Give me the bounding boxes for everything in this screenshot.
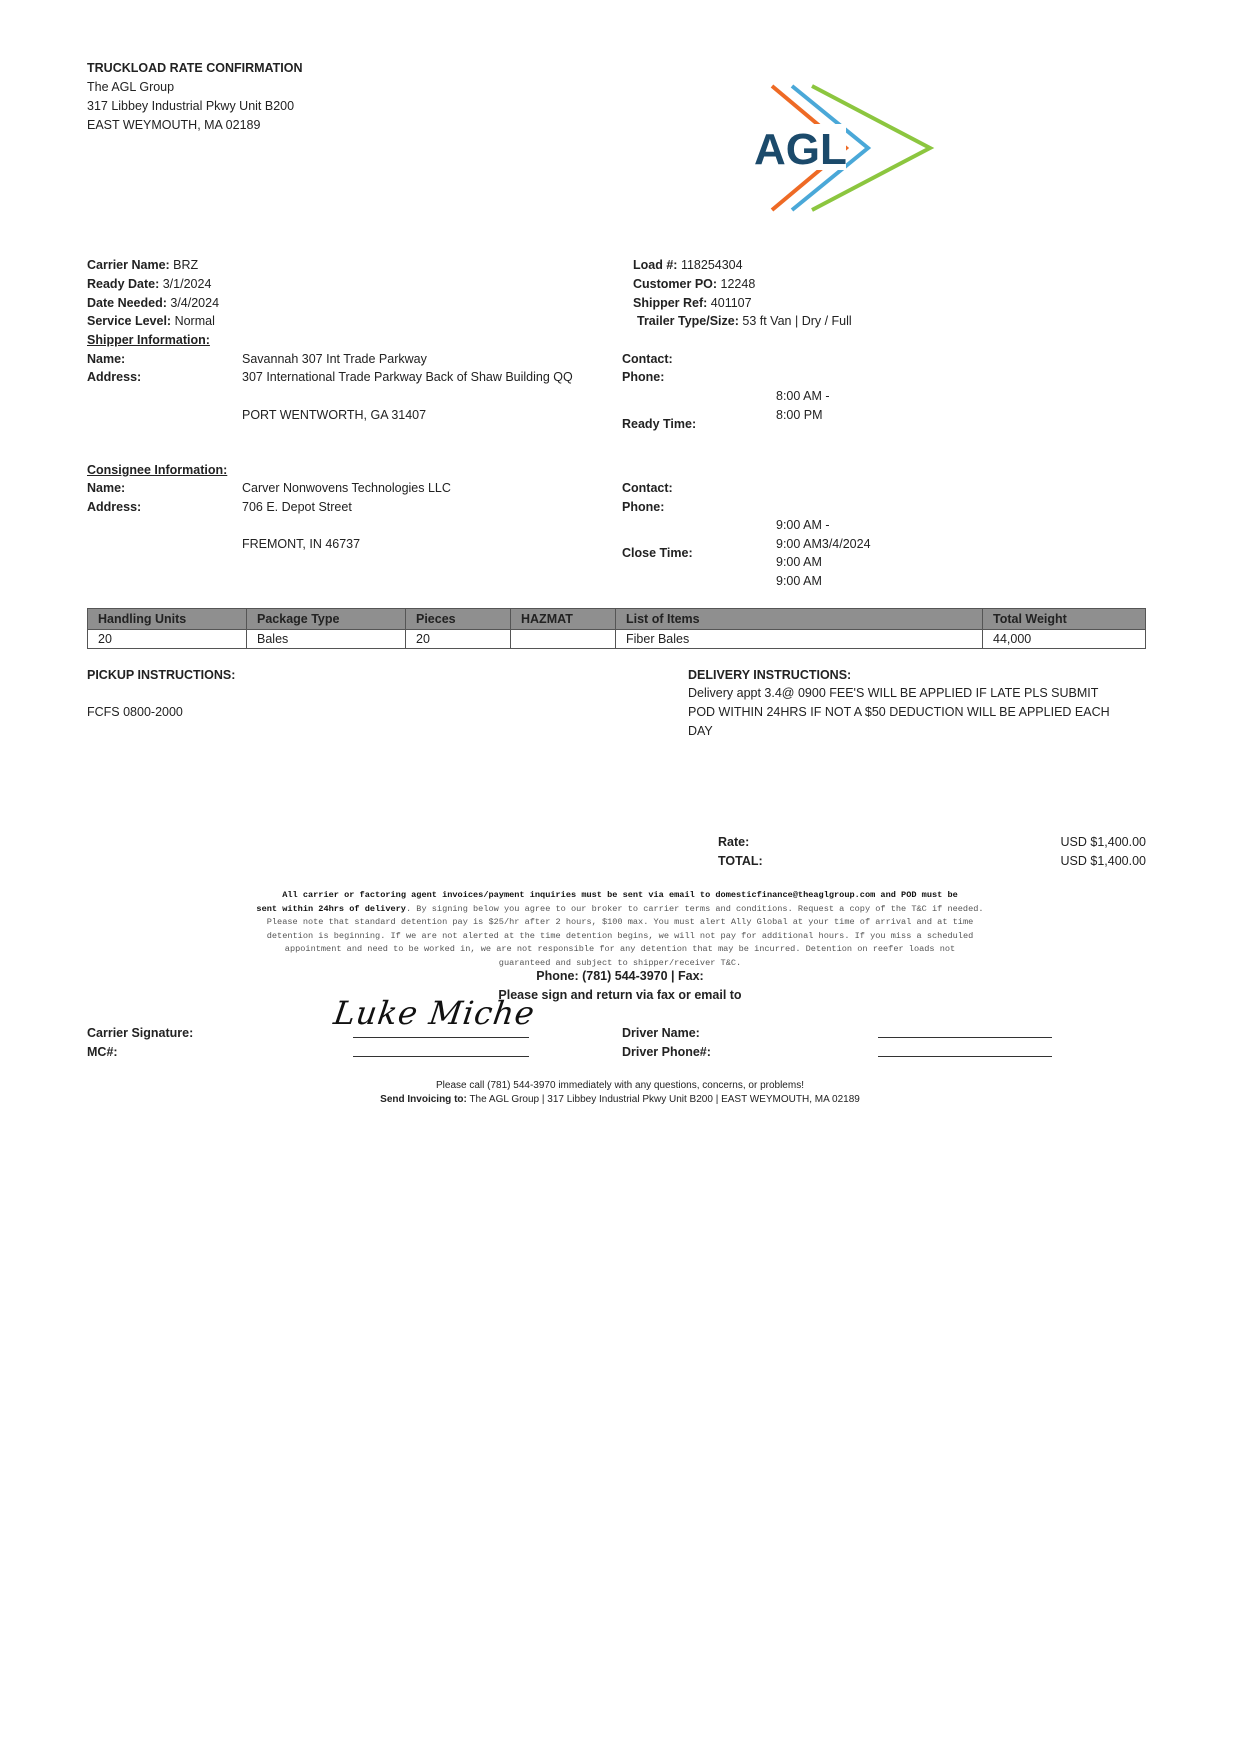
carrier-signature: Luke Miche xyxy=(331,994,538,1032)
total-label: TOTAL: xyxy=(718,854,763,868)
carrier-signature-label: Carrier Signature: xyxy=(87,1026,194,1040)
shipper-name: Savannah 307 Int Trade Parkway xyxy=(242,352,427,366)
customer-po-row: Customer PO: 12248 xyxy=(633,277,756,291)
shipper-ref-row: Shipper Ref: 401107 xyxy=(633,296,752,310)
terms-line3: Please note that standard detention pay is $25/hr after 2 hours, $100 max. You must alert Ally Global at your time of arrival and at time xyxy=(266,917,974,927)
cell-list-of-items: Fiber Bales xyxy=(616,630,983,649)
mc-label: MC#: xyxy=(87,1045,118,1059)
rate-value: USD $1,400.00 xyxy=(1060,835,1146,849)
consignee-contact-label: Contact: xyxy=(622,481,673,495)
consignee-name-label: Name: xyxy=(87,481,126,495)
document-title: TRUCKLOAD RATE CONFIRMATION xyxy=(87,61,303,75)
trailer-type-row: Trailer Type/Size: 53 ft Van | Dry / Full xyxy=(637,314,852,328)
items-table-header-row xyxy=(88,609,1146,630)
close-time-line1: 9:00 AM - xyxy=(776,518,830,532)
col-total-weight: Total Weight xyxy=(983,609,1146,630)
delivery-heading: DELIVERY INSTRUCTIONS: xyxy=(688,668,852,682)
consignee-address-line1: 706 E. Depot Street xyxy=(242,500,352,514)
footer-invoicing: Send Invoicing to: The AGL Group | 317 Libbey Industrial Pkwy Unit B200 | EAST WEYMOUTH, MA 02189 xyxy=(380,1094,860,1105)
shipper-address-line1: 307 International Trade Parkway Back of Shaw Building QQ xyxy=(242,370,573,384)
close-time-label: Close Time: xyxy=(622,546,693,560)
cell-hazmat xyxy=(511,630,616,649)
agl-logo xyxy=(750,82,940,214)
table-row xyxy=(88,630,1146,649)
delivery-text-line2: POD WITHIN 24HRS IF NOT A $50 DEDUCTION WILL BE APPLIED EACH xyxy=(688,705,1110,719)
col-pieces: Pieces xyxy=(406,609,511,630)
pickup-heading: PICKUP INSTRUCTIONS: xyxy=(87,668,236,682)
consignee-name: Carver Nonwovens Technologies LLC xyxy=(242,481,451,495)
close-time-line3: 9:00 AM xyxy=(776,555,822,569)
ready-date-row: Ready Date: 3/1/2024 xyxy=(87,277,212,291)
logo-text: AGL xyxy=(754,125,847,174)
cell-pieces: 20 xyxy=(406,630,511,649)
col-handling-units: Handling Units xyxy=(88,609,247,630)
shipper-phone-label: Phone: xyxy=(622,370,665,384)
total-value: USD $1,400.00 xyxy=(1060,854,1146,868)
service-level-row: Service Level: Normal xyxy=(87,314,215,328)
carrier-name-row: Carrier Name: BRZ xyxy=(87,258,199,272)
consignee-phone-label: Phone: xyxy=(622,500,665,514)
driver-phone-label: Driver Phone#: xyxy=(622,1045,711,1059)
date-needed-row: Date Needed: 3/4/2024 xyxy=(87,296,220,310)
company-address-line1: 317 Libbey Industrial Pkwy Unit B200 xyxy=(87,99,295,113)
signature-line[interactable] xyxy=(353,1037,529,1038)
ready-time-line1: 8:00 AM - xyxy=(776,389,830,403)
consignee-address-label: Address: xyxy=(87,500,142,514)
items-table xyxy=(87,608,1146,649)
terms-line1: All carrier or factoring agent invoices/payment inquiries must be sent via email to domesticfinance@theaglgroup.com and POD must be xyxy=(282,890,958,900)
ready-time-line2: 8:00 PM xyxy=(776,408,823,422)
driver-name-line[interactable] xyxy=(878,1037,1052,1038)
terms-line5: appointment and need to be worked in, we are not responsible for any detention that may be incurred. Detention on reefer loads not xyxy=(284,944,956,954)
company-name: The AGL Group xyxy=(87,80,175,94)
delivery-text-line3: DAY xyxy=(688,724,713,738)
driver-phone-line[interactable] xyxy=(878,1056,1052,1057)
terms-line4: detention is beginning. If we are not alerted at the time detention begins, we will not pay for additional hours. If you miss a scheduled xyxy=(266,930,974,941)
consignee-heading: Consignee Information: xyxy=(87,463,228,477)
close-time-line2: 9:00 AM3/4/2024 xyxy=(776,537,871,551)
col-list-of-items: List of Items xyxy=(616,609,983,630)
shipper-contact-label: Contact: xyxy=(622,352,673,366)
pickup-text: FCFS 0800-2000 xyxy=(87,705,183,719)
shipper-address-line2: PORT WENTWORTH, GA 31407 xyxy=(242,408,427,422)
terms-line2: sent within 24hrs of delivery. By signing below you agree to our broker to carrier terms and conditions. Request a copy of the T&C if needed. xyxy=(256,903,984,914)
load-number-row: Load #: 118254304 xyxy=(633,258,743,272)
close-time-line4: 9:00 AM xyxy=(776,574,822,588)
terms-line6: guaranteed and subject to shipper/receiver T&C. xyxy=(498,957,742,968)
mc-line[interactable] xyxy=(353,1056,529,1057)
company-address-line2: EAST WEYMOUTH, MA 02189 xyxy=(87,118,261,132)
col-hazmat: HAZMAT xyxy=(511,609,616,630)
delivery-text-line1: Delivery appt 3.4@ 0900 FEE'S WILL BE APPLIED IF LATE PLS SUBMIT xyxy=(688,686,1099,700)
shipper-address-label: Address: xyxy=(87,370,142,384)
rate-label: Rate: xyxy=(718,835,750,849)
driver-name-label: Driver Name: xyxy=(622,1026,700,1040)
phone-line: Phone: (781) 544-3970 | Fax: xyxy=(536,969,704,983)
sign-instructions: Please sign and return via fax or email to xyxy=(498,988,742,1002)
ready-time-label: Ready Time: xyxy=(622,417,697,431)
shipper-name-label: Name: xyxy=(87,352,126,366)
terms-block xyxy=(140,889,1100,970)
col-package-type: Package Type xyxy=(247,609,406,630)
shipper-heading: Shipper Information: xyxy=(87,333,210,347)
cell-total-weight: 44,000 xyxy=(983,630,1146,649)
consignee-address-line2: FREMONT, IN 46737 xyxy=(242,537,361,551)
cell-package-type: Bales xyxy=(247,630,406,649)
cell-handling-units: 20 xyxy=(88,630,247,649)
footer-contact: Please call (781) 544-3970 immediately with any questions, concerns, or problems! xyxy=(436,1080,804,1091)
